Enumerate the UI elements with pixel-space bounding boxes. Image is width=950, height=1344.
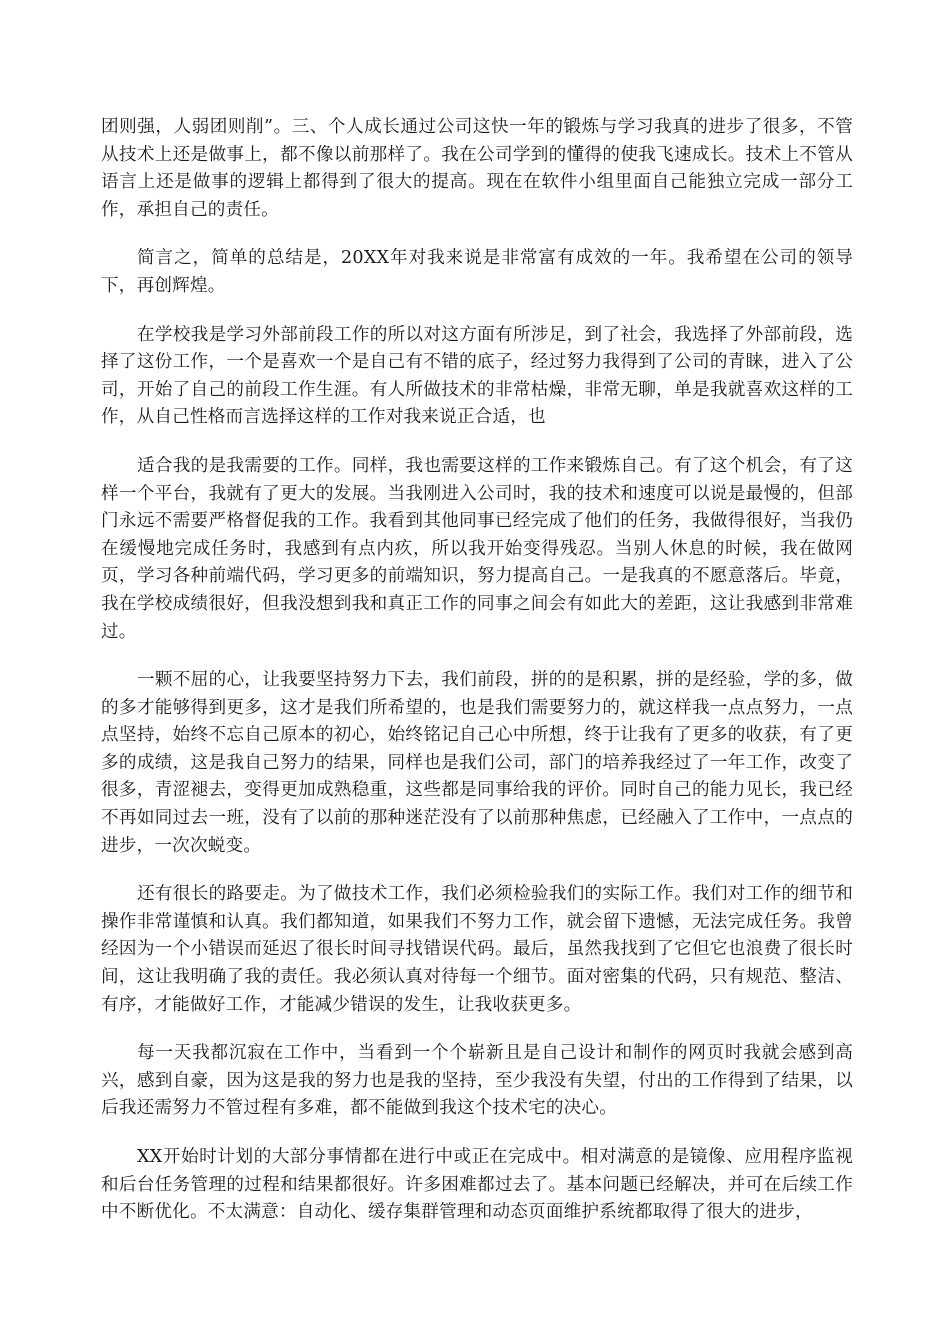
- paragraph-1: 团则强，人弱团则削”。三、个人成长通过公司这快一年的锻炼与学习我真的进步了很多，不管从技术上还是做事上，都不像以前那样了。我在公司学到的懂得的使我飞速成长。技术上不管从语言上还是做事的逻辑上都得到了很大的提高。现在在软件小组里面自己能独立完成一部分工作，承担自己的责任。: [101, 117, 853, 220]
- paragraph-8: XX开始时计划的大部分事情都在进行中或正在完成中。相对满意的是镜像、应用程序监视和后台任务管理的过程和结果都很好。许多困难都过去了。基本问题已经解决，并可在后续工作中不断优化。不太满意：自动化、缓存集群管理和动态页面维护系统都取得了很大的进步，: [101, 1147, 853, 1223]
- paragraph-7: 每一天我都沉寂在工作中，当看到一个个崭新且是自己设计和制作的网页时我就会感到高兴，感到自豪，因为这是我的努力也是我的坚持，至少我没有失望，付出的工作得到了结果，以后我还需努力不管过程有多难，都不能做到我这个技术宅的决心。: [101, 1043, 853, 1119]
- paragraph-5: 一颗不屈的心，让我要坚持努力下去，我们前段，拼的的是积累，拼的是经验，学的多，做的多才能够得到更多，这才是我们所希望的，也是我们需要努力的，就这样我一点点努力，一点点坚持，始终不忘自己原本的初心，始终铭记自己心中所想，终于让我有了更多的收获，有了更多的成绩，这是我自己努力的结果，同样也是我们公司，部门的培养我经过了一年工作，改变了很多，青涩褪去，变得更加成熟稳重，这些都是同事给我的评价。同时自己的能力见长，我已经不再如同过去一班，没有了以前的那种迷茫没有了以前那种焦虑，已经融入了工作中，一点点的进步，一次次蜕变。: [101, 670, 853, 856]
- paragraph-4: 适合我的是我需要的工作。同样，我也需要这样的工作来锻炼自己。有了这个机会，有了这样一个平台，我就有了更大的发展。当我刚进入公司时，我的技术和速度可以说是最慢的，但部门永远不需要严格督促我的工作。我看到其他同事已经完成了他们的任务，我做得很好，当我仍在缓慢地完成任务时，我感到有点内疚，所以我开始变得残忍。当别人休息的时候，我在做网页，学习各种前端代码，学习更多的前端知识，努力提高自己。一是我真的不愿意落后。毕竟，我在学校成绩很好，但我没想到我和真正工作的同事之间会有如此大的差距，这让我感到非常难过。: [101, 455, 853, 642]
- paragraph-6: 还有很长的路要走。为了做技术工作，我们必须检验我们的实际工作。我们对工作的细节和操作非常谨慎和认真。我们都知道，如果我们不努力工作，就会留下遗憾，无法完成任务。我曾经因为一个小错误而延迟了很长时间寻找错误代码。最后，虽然我找到了它但它也浪费了很长时间，这让我明确了我的责任。我必须认真对待每一个细节。面对密集的代码，只有规范、整洁、有序，才能做好工作，才能减少错误的发生，让我收获更多。: [101, 884, 853, 1015]
- paragraph-3: 在学校我是学习外部前段工作的所以对这方面有所涉足，到了社会，我选择了外部前段，选择了这份工作，一个是喜欢一个是自己有不错的底子，经过努力我得到了公司的青睐，进入了公司，开始了自己的前段工作生涯。有人所做技术的非常枯燥，非常无聊，单是我就喜欢这样的工作，从自己性格而言选择这样的工作对我来说正合适，也: [101, 324, 853, 428]
- paragraph-2: 简言之，简单的总结是，20XX年对我来说是非常富有成效的一年。我希望在公司的领导下，再创辉煌。: [101, 248, 853, 296]
- document-body: [101, 114, 853, 1248]
